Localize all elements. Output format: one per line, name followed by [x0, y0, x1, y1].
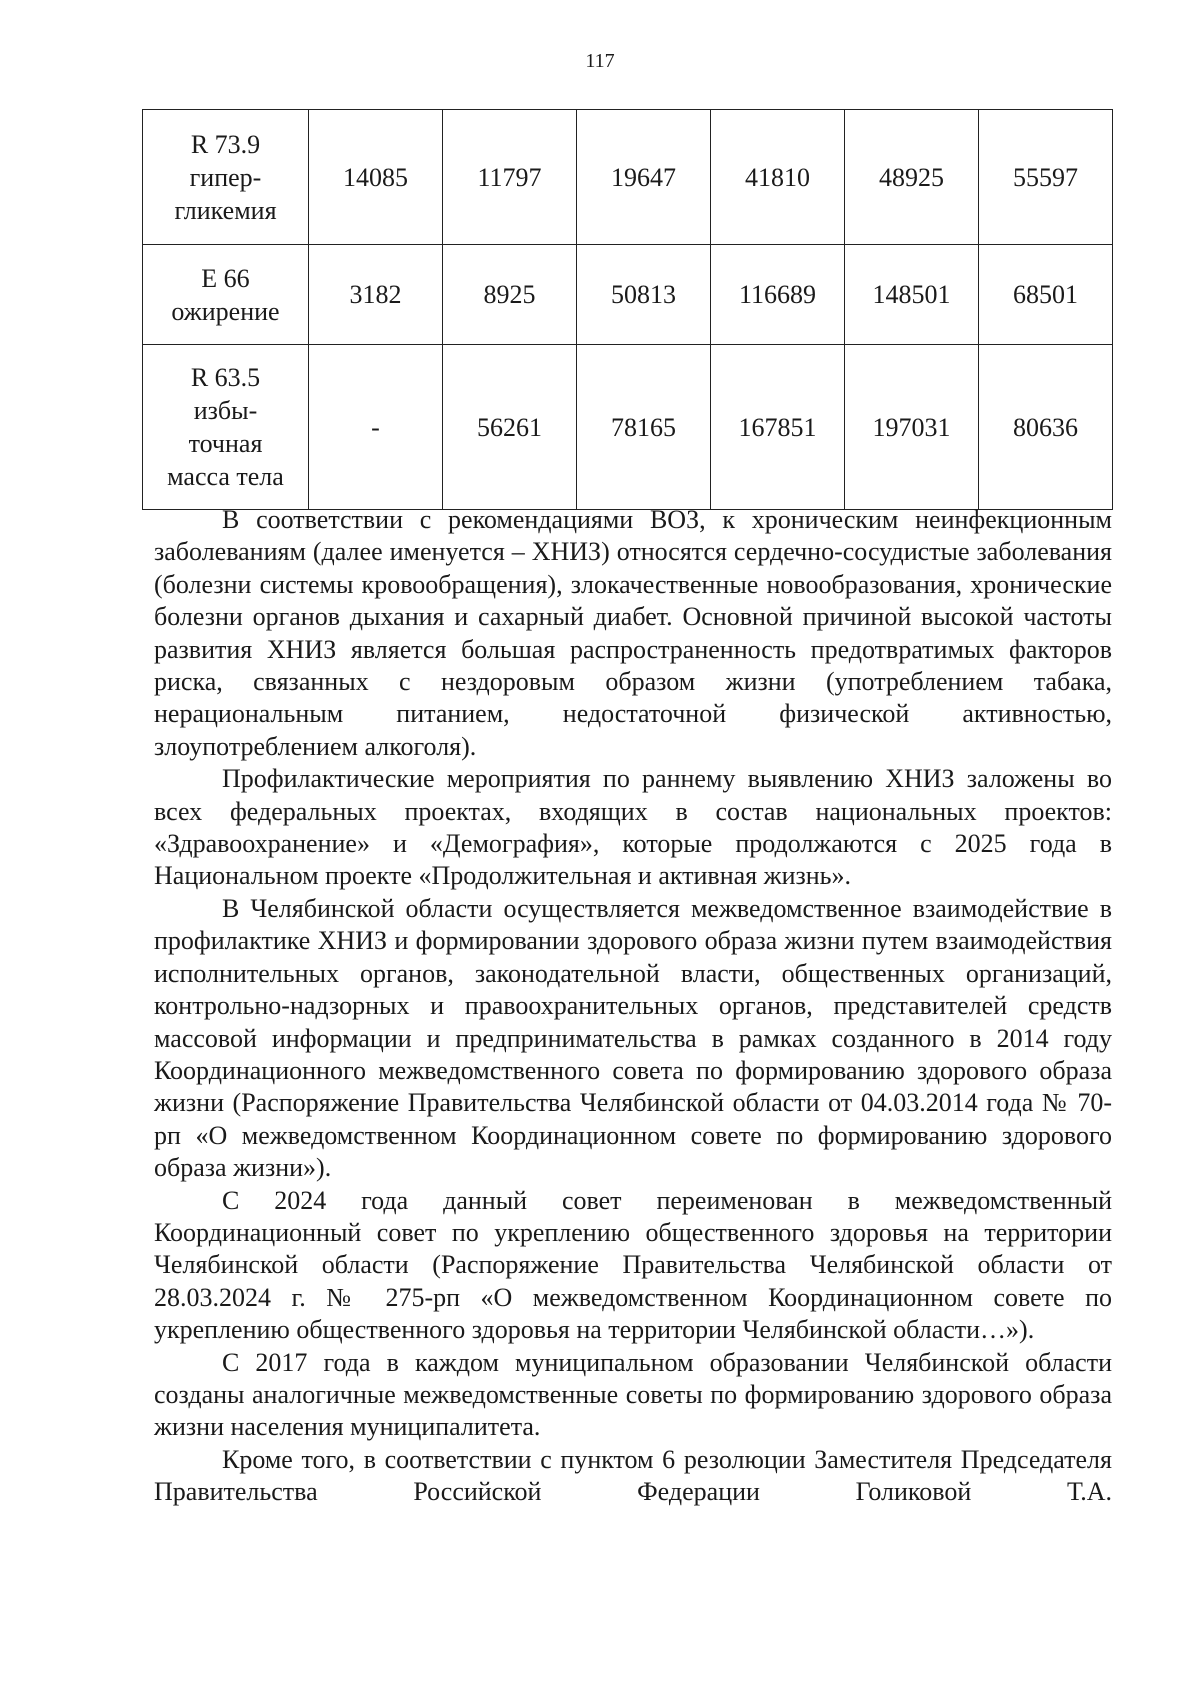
table-cell: 116689: [711, 245, 845, 345]
table-cell: 56261: [443, 345, 577, 510]
table-row: [143, 345, 1113, 510]
table-cell: 19647: [577, 110, 711, 245]
row-label-cell: [143, 110, 309, 245]
table-cell: 3182: [309, 245, 443, 345]
table-cell: 68501: [979, 245, 1113, 345]
row-label-cell: [143, 345, 309, 510]
paragraph: С 2024 года данный совет переименован в межведомственный Координационный совет по укреплению общественного здоровья на территории Челябинской области (Распоряжение Правительства Челябинской области от 28.03.2024 г. № 275-рп «О межведомственном Координационном совете по укреплению общественного здоровья на территории Челябинской области…»).: [154, 1185, 1112, 1345]
table-cell: 48925: [845, 110, 979, 245]
page-number: 117: [585, 50, 615, 72]
table-cell: -: [309, 345, 443, 510]
table-row: [143, 110, 1113, 245]
table-cell: 148501: [845, 245, 979, 345]
row-label-cell: [143, 245, 309, 345]
row-label-line: R 63.5: [190, 363, 261, 392]
statistics-table: [142, 109, 1113, 510]
row-label-line: E 66: [201, 263, 250, 293]
table-cell: 8925: [443, 245, 577, 345]
body-text: [154, 504, 1112, 1509]
table-cell: 197031: [845, 345, 979, 510]
row-label-line: точная: [188, 429, 263, 458]
table-cell: 41810: [711, 110, 845, 245]
paragraph: Кроме того, в соответствии с пунктом 6 резолюции Заместителя Председателя Правительства Российской Федерации Голиковой Т.А.: [154, 1444, 1112, 1507]
row-label-line: ожирение: [171, 296, 280, 326]
row-label-line: избы-: [193, 396, 258, 425]
paragraph: В Челябинской области осуществляется межведомственное взаимодействие в профилактике ХНИЗ и формировании здорового образа жизни путем взаимодействия исполнительных органов, законодательной власти, общественных организаций, контрольно-надзорных и правоохранительных органов, представителей средств массовой информации и предпринимательства в рамках созданного в 2014 году Координационного межведомственного совета по формированию здорового образа жизни (Распоряжение Правительства Челябинской области от 04.03.2014 года № 70-рп «О межведомственном Координационном совете по формированию здорового образа жизни»).: [154, 893, 1112, 1183]
table-cell: 50813: [577, 245, 711, 345]
table-cell: 78165: [577, 345, 711, 510]
table-row: [143, 245, 1113, 345]
paragraph: В соответствии с рекомендациями ВОЗ, к хроническим неинфекционным заболеваниям (далее именуется – ХНИЗ) относятся сердечно-сосудистые заболевания (болезни системы кровообращения), злокачественные новообразования, хронические болезни органов дыхания и сахарный диабет. Основной причиной высокой частоты развития ХНИЗ является большая распространенность предотвратимых факторов риска, связанных с нездоровым образом жизни (употреблением табака, нерациональным питанием, недостаточной физической активностью, злоупотреблением алкоголя).: [154, 505, 1112, 761]
table-cell: 11797: [443, 110, 577, 245]
paragraph: Профилактические мероприятия по раннему выявлению ХНИЗ заложены во всех федеральных проектах, входящих в состав национальных проектов: «Здравоохранение» и «Демография», которые продолжаются с 2025 года в Национальном проекте «Продолжительная и активная жизнь».: [154, 764, 1112, 891]
row-label-line: R 73.9: [190, 129, 261, 159]
table-cell: 80636: [979, 345, 1113, 510]
table-cell: 167851: [711, 345, 845, 510]
row-label-line: гипер-: [189, 162, 262, 192]
table-cell: 14085: [309, 110, 443, 245]
row-label-line: масса тела: [167, 462, 284, 491]
paragraph: С 2017 года в каждом муниципальном образовании Челябинской области созданы аналогичные межведомственные советы по формированию здорового образа жизни населения муниципалитета.: [154, 1347, 1112, 1442]
table-cell: 55597: [979, 110, 1113, 245]
row-label-line: гликемия: [174, 195, 277, 225]
